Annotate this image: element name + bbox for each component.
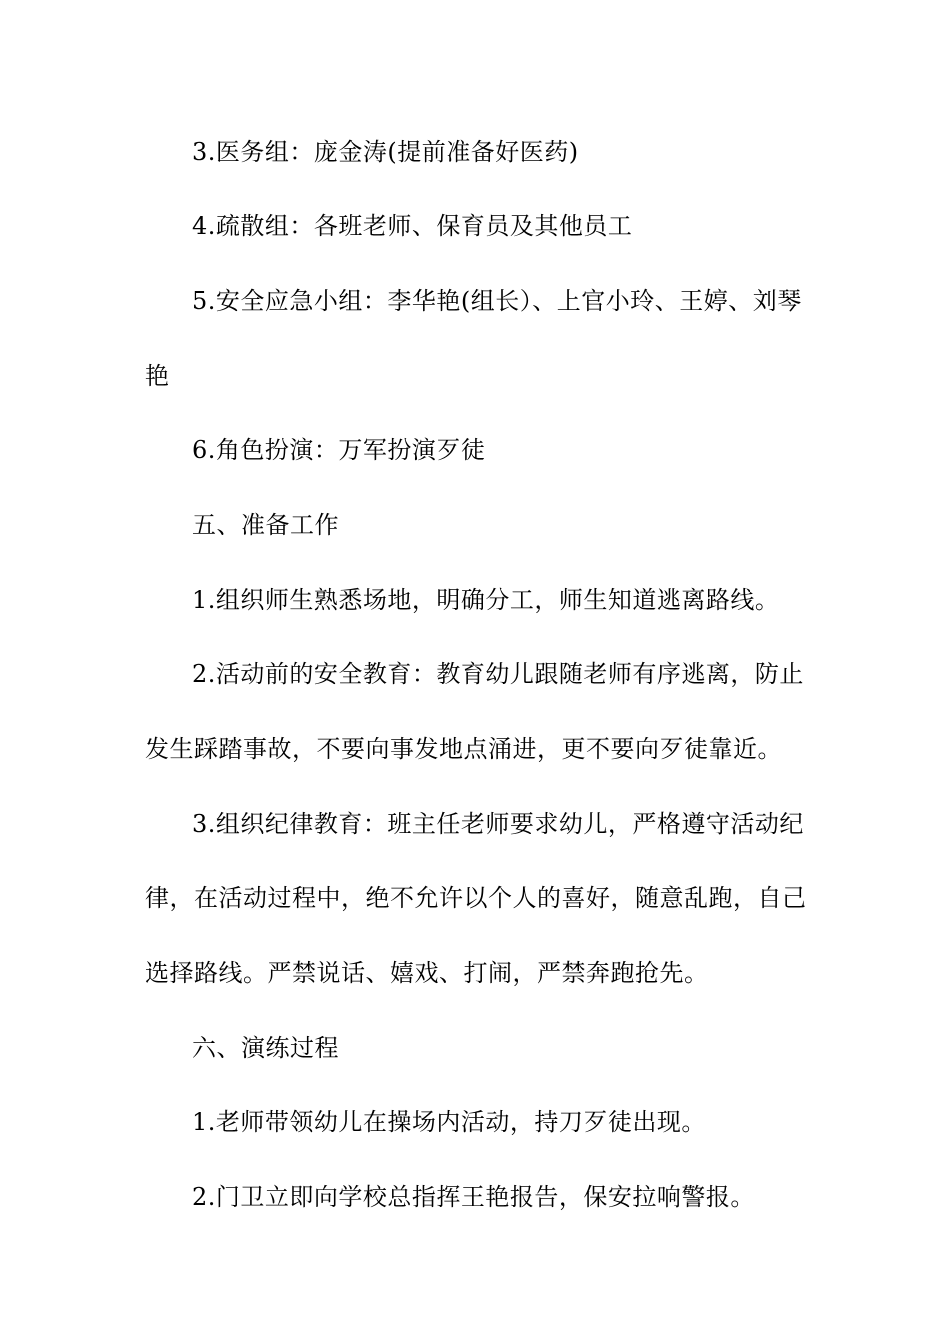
section-heading-preparation: 五、准备工作 [192, 511, 339, 539]
paragraph-medical-group: 3.医务组：庞金涛(提前准备好医药) [192, 138, 579, 166]
paragraph-drill-2: 2.门卫立即向学校总指挥王艳报告，保安拉响警报。 [192, 1183, 755, 1211]
paragraph-prep-3-cont-1: 律，在活动过程中，绝不允许以个人的喜好，随意乱跑，自己 [145, 884, 807, 912]
paragraph-role-play: 6.角色扮演：万军扮演歹徒 [192, 436, 486, 464]
paragraph-emergency-group-cont: 艳 [145, 362, 170, 390]
paragraph-prep-3-cont-2: 选择路线。严禁说话、嬉戏、打闹，严禁奔跑抢先。 [145, 959, 709, 987]
section-heading-drill-process: 六、演练过程 [192, 1034, 339, 1062]
paragraph-evacuation-group: 4.疏散组：各班老师、保育员及其他员工 [192, 212, 633, 240]
paragraph-prep-2: 2.活动前的安全教育：教育幼儿跟随老师有序逃离，防止 [192, 660, 804, 688]
paragraph-prep-3: 3.组织纪律教育：班主任老师要求幼儿，严格遵守活动纪 [192, 810, 804, 838]
paragraph-drill-1: 1.老师带领幼儿在操场内活动，持刀歹徒出现。 [192, 1108, 706, 1136]
paragraph-prep-1: 1.组织师生熟悉场地，明确分工，师生知道逃离路线。 [192, 586, 780, 614]
paragraph-prep-2-cont: 发生踩踏事故，不要向事发地点涌进，更不要向歹徒靠近。 [145, 735, 782, 763]
paragraph-emergency-group: 5.安全应急小组：李华艳(组长）、上官小玲、王婷、刘琴 [192, 287, 802, 315]
